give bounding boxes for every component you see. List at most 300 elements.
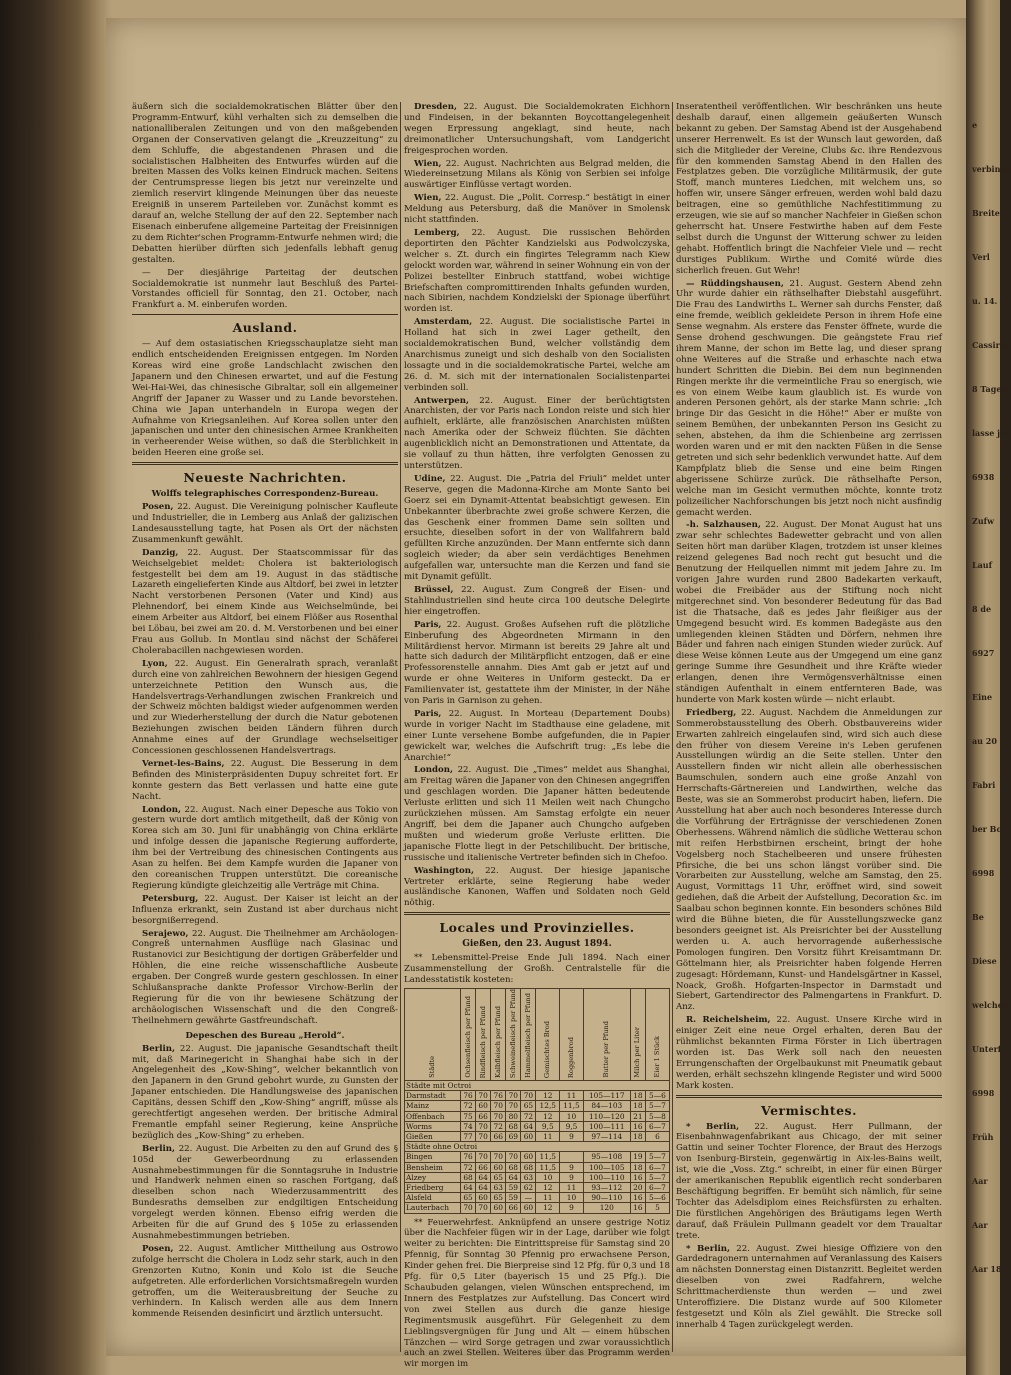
news-dateline-place: Petersburg, [142, 893, 199, 904]
news-item [676, 708, 942, 1013]
price-row [405, 1172, 670, 1182]
price-column-label: Städte [427, 1056, 436, 1078]
adjacent-page-fragment: Fabri [972, 780, 996, 790]
price-cell: 64 [506, 1172, 521, 1182]
price-column-label: Ochsenfleisch per Pfund [463, 996, 472, 1078]
price-column-header [405, 988, 461, 1080]
price-city: Gießen [405, 1131, 461, 1141]
price-row [405, 1203, 670, 1213]
price-cell: 5—8 [645, 1111, 669, 1121]
news-dateline-place: Lemberg, [414, 227, 460, 238]
price-cell: 70 [476, 1203, 491, 1213]
price-cell: 60 [476, 1193, 491, 1203]
news-item [404, 317, 670, 393]
news-text: 22. August. Die russischen Behörden deportirten den Pächter Kandzielski aus Podwolczyska, welcher s. Zt. durch ein fingirtes Telegramm nach Kiew gelockt worden war, während in seiner Wohnung ein von der Polizei bestellter Einbruch stattfand, wobei wichtige Briefschaften compromittirenden Inhalts gefunden wurden, nach Sibirien, nachdem Kondzielski der Spionage überführt worden ist. [404, 227, 671, 315]
news-item [404, 585, 670, 618]
news-item [676, 1015, 942, 1091]
price-cell: 70 [491, 1152, 506, 1162]
price-group-row [405, 1080, 670, 1090]
news-text: 22. August. Die japanische Gesandtschaft theilt mit, daß Marinegericht in Shanghai habe sich in der Angelegenheit des „Kow-Shing“, welcher bekanntlich von den Japanern in den Grund gebohrt wurde, zu Gunsten der Japaner entschieden. Die Handlungsweise des japanischen Capitäns, dessen Schiff den „Kow-Shing“ angriff, müsse als gerechtfertigt angesehen werden. Der britische Admiral Fremantle empfahl seiner Regierung, keine Ansprüche bezüglich des „Kow-Shing“ zu erheben. [132, 1043, 398, 1141]
news-dateline-place: Posen, [142, 502, 174, 513]
price-cell: 66 [491, 1131, 506, 1141]
news-list [404, 102, 670, 909]
price-cell: 70 [521, 1091, 536, 1101]
price-cell: 12 [536, 1091, 560, 1101]
news-text: 22. August. Einer der berüchtigtsten Anarchisten, der vor Paris nach London reiste und sich hier aufhielt, erklärte, alle französischen Anarchisten müßten nach Amerika oder der Schweiz flüchten. Sie dächten augenblicklich nicht an Demonstrationen und Attentate, da sie vollauf zu thun hätten, ihre verfolgten Genossen zu unterstützen. [404, 395, 670, 471]
news-item [132, 1244, 398, 1320]
price-cell: 21 [630, 1111, 645, 1121]
price-column-label: Kalbfleisch per Pfund [493, 1005, 502, 1078]
news-text: 22. August. Der Monat August hat uns zwar sehr schlechtes Badewetter gebracht und von allen Seiten hört man darüber Klagen, trotzdem ist unser kleines reizend gelegenes Bad noch recht gut besucht und die Benutzung der Heilquellen nimmt mit jedem Jahre zu. Im vorigen Jahre wurden rund 2800 Badekarten verkauft, wobei die Freibäder aus der Stiftung noch nicht mitgerechnet sind. Von besonderer Bedeutung für das Bad ist die Thatsache, daß es jedes Jahr fleißiger aus der Umgegend besucht wird. Es kommen Badegäste aus den umliegenden kleinen Städten und Dörfern, nehmen ihre Bäder und fahren nach einigen Stunden wieder zurück. Auf diese Weise können Leute aus der Umgegend um eine ganz geringe Summe ihre Gesundheit und ihre Kräfte wieder erlangen, denen ihre Vermögensverhältnisse einen ständigen Aufenthalt in einem entfernteren Bade, was hunderte von Mark kosten würde — nicht erlaubt. [676, 520, 942, 705]
price-cell: 9 [560, 1203, 584, 1213]
news-list [132, 502, 398, 1027]
news-dateline-place: Antwerpen, [414, 395, 469, 406]
news-text: 22. August. Die „Patria del Friuli“ meldet unter Reserve, gegen die Madonna-Kirche am Monte Santo bei Goerz sei ein Dynamit-Attentat beabsichtigt gewesen. Ein Unbekannter überbrachte zwei große schwere Kerzen, die das Geschenk einer frommen Dame sein sollten und ersuchte, dieselben sofort in der von Wallfahrern bald gefüllten Kirche anzuzünden. Der Mann entfernte sich dann sogleich wieder; da aber sein verdächtiges Benehmen aufgefallen war, untersuchte man die Kerzen und fand sie mit Dynamit gefüllt. [404, 473, 670, 583]
newspaper-page [106, 18, 966, 1370]
adjacent-page-fragment: Eine [972, 692, 993, 702]
section-heading-vermischtes: Vermischtes. [761, 1102, 857, 1118]
news-text: 22. August. In Morteau (Departement Doubs) wurde in voriger Nacht im Stadthause eine geladene, mit einer Lunte versehene Bombe aufgefunden, die in Papier gewickelt war, welches die Aufschrift trug: „Es lebe die Anarchie!“ [404, 708, 671, 763]
price-cell: 70 [491, 1101, 506, 1111]
price-cell: 90—110 [583, 1193, 630, 1203]
paragraph: ** Lebensmittel-Preise Ende Juli 1894. Nach einer Zusammenstellung der Großh. Centralstelle für die Landesstatistik kosteten: [404, 953, 670, 985]
price-row [405, 1091, 670, 1101]
price-column-label: Gemischtes Brod [543, 1020, 552, 1078]
price-row [405, 1131, 670, 1141]
paragraph: ** Feuerwehrfest. Anknüpfend an unsere gestrige Notiz über die Nachfeier fügen wir in der Lage, darüber wie folgt weiter zu berichten: Die Eintrittspreise für Samstag sind 20 Pfennig, für Sonntag 30 Pfennig pro erwachsene Person, Kinder gehen frei. Die Bierpreise sind 12 Pfg. für 0,3 und 18 Pfg. für 0,5 Liter (bayerisch 15 und 25 Pfg.). Die Schaubuden gelangen, vielen Wünschen entsprechend, im Innern des Festplatzes zur Aufstellung. Das Concert wird von zwei Stellen aus durch die ganze hiesige Regimentsmusik ausgeführt. Für Gelegenheit zu dem Lieblingsvergnügen für Jung und Alt — einem hübschen Tänzchen — wird Sorge getragen und zwar voraussichtlich auch an zwei Stellen. Weiteres über das Programm werden wir morgen im [404, 1217, 670, 1370]
price-cell: 68 [460, 1172, 475, 1182]
news-text: 22. August. Nach einer Depesche aus Tokio von gestern wurde dort amtlich mitgetheilt, daß der König von Korea sich am 30. Juni für unabhängig von China erklärte und infolge dessen die japanische Regierung aufforderte, ihm bei der Vertreibung des chinesischen Contingents aus Asan zu helfen. Bei dem Kampfe wurden die Japaner von den coreanischen Truppen unterstützt. Die coreanische Regierung kündigte gleichzeitig alle Verträge mit China. [132, 804, 398, 891]
news-dateline-place: London, [414, 765, 454, 776]
news-item [132, 502, 398, 546]
price-cell: 70 [506, 1101, 521, 1111]
news-dateline-place: Posen, [142, 1243, 174, 1254]
price-column-header [521, 988, 536, 1080]
price-cell: 59 [506, 1182, 521, 1192]
price-cell: 10 [560, 1193, 584, 1203]
news-text: 22. August. Die socialistische Partei in Holland hat sich in zwei Lager getheilt, den socialdemokratischen Bund, welcher vollständig dem Anarchismus zuneigt und sich deshalb von den Socialisten lossagte und in die socialdemokratische Partei, welche am 26. d. M. sich mit der internationalen Socialistenpartei verbinden soll. [404, 317, 670, 393]
price-city: Darmstadt [405, 1091, 461, 1101]
price-cell: 105—117 [583, 1091, 630, 1101]
price-cell: 120 [583, 1203, 630, 1213]
adjacent-page-fragment: Aar [972, 1176, 988, 1186]
price-cell: 5—7 [645, 1101, 669, 1111]
news-dateline-place: R. Reichelsheim, [686, 1015, 771, 1026]
adjacent-page-fragment: e [972, 120, 978, 130]
price-cell: 18 [630, 1162, 645, 1172]
herold-subheading: Depeschen des Bureau „Herold“. [185, 1030, 345, 1041]
price-cell: 6—7 [645, 1182, 669, 1192]
adjacent-page-fragment: Aar [972, 1220, 988, 1230]
news-dateline-place: Lyon, [142, 658, 168, 669]
news-text: 22. August. Zwei hiesige Offiziere von den Gardedragonern unternahmen auf Veranlassung des Kaisers am nächsten Donnerstag einen Distanzritt. Begleitet werden dieselben von zwei Radfahrern, welche Schrittmacherdienste thun werden — und zwei Unteroffiziere. Die Distanz wurde auf 500 Kilometer festgesetzt und Köln als Ziel gewählt. Die Strecke soll innerhalb 4 Tagen zurückgelegt werden. [676, 1243, 942, 1330]
price-cell: 9,5 [536, 1121, 560, 1131]
news-list [676, 1122, 942, 1331]
price-cell: 16 [630, 1121, 645, 1131]
news-item [132, 929, 398, 1027]
bureau-subheading: Wolffs telegraphisches Correspondenz-Bureau. [151, 489, 379, 500]
price-column-label: Rindfleisch per Pfund [478, 1005, 487, 1078]
price-cell: 60 [491, 1162, 506, 1172]
news-text: 22. August. Die Socialdemokraten Eichhorn und Findeisen, in der bekannten Boycottangelegenheit wegen Erpressung angeklagt, sind heute, nach dreimonatlicher Untersuchungshaft, vom Landgericht freigesprochen worden. [404, 102, 670, 156]
price-cell: 70 [476, 1091, 491, 1101]
price-cell: 74 [460, 1121, 475, 1131]
column-rule [400, 102, 401, 1352]
price-cell: 60 [491, 1203, 506, 1213]
price-cell: 72 [491, 1121, 506, 1131]
paragraph: — Auf dem ostasiatischen Kriegsschauplatze sieht man endlich entscheidenden Ereignissen entgegen. Im Norden Koreas wird eine große Landschlacht zwischen den Japanern und den Chinesen erwartet, und auf die Festung Wei-Hai-Wei, das chinesische Gibraltar, soll ein allgemeiner Angriff der Japaner zu Wasser und zu Lande bevorstehen. China wie Japan unterhandeln in Europa wegen der Aufnahme von Kriegsanleihen. Auf Korea sollen unter den japanischen und unter den chinesischen Armee Krankheiten in verheerender Weise wüthen, so daß die Sterblichkeit in beiden Heeren eine große sei. [132, 339, 398, 459]
adjacent-page-fragment: Diese [972, 956, 997, 966]
price-cell: 9 [560, 1131, 584, 1141]
news-item [132, 1044, 398, 1142]
price-city: Friedberg [405, 1182, 461, 1192]
price-table-body [405, 1080, 670, 1213]
price-cell: 12,5 [536, 1101, 560, 1111]
adjacent-page-fragment: Zufw [972, 516, 994, 526]
news-dateline-place: Washington, [414, 865, 475, 876]
price-column-header [645, 988, 669, 1080]
price-cell: 70 [476, 1131, 491, 1141]
price-cell: 100—111 [583, 1121, 630, 1131]
news-text: 22. August. Großes Aufsehen ruft die plötzliche Einberufung des Abgeordneten Mirmann in den Militärdienst hervor. Mirmann ist bereits 29 Jahre alt und hatte sich dadurch der Militärpflicht entzogen, daß er eine Professorenstelle annahm. Dies Amt gab er jetzt auf und wurde er ohne Weiteres in Uniform gesteckt. Da er Familienvater ist, gestattete ihm der Minister, in der Nähe von Paris in Garnison zu gehen. [404, 619, 670, 707]
price-row [405, 1111, 670, 1121]
news-item [404, 228, 670, 315]
price-cell: 72 [460, 1162, 475, 1172]
price-cell: 100—110 [583, 1172, 630, 1182]
price-cell: 68 [521, 1162, 536, 1172]
price-cell: 62 [521, 1182, 536, 1192]
news-dateline-place: Friedberg, [686, 707, 737, 718]
price-column-header [560, 988, 584, 1080]
price-cell: 10 [536, 1172, 560, 1182]
paragraph: äußern sich die socialdemokratischen Blätter über den Programm-Entwurf, kühl verhalten sich zu demselben die nationalliberalen Zeitungen und von den maßgebenden Organen der Conservativen gelangt die „Kreuzzeitung“ zu dem Schluffe, die abgestandenen Phrasen und die socialistischen Halbheiten des Entwurfes würden auf die breiten Massen des Volks keinen Eindruck machen. Seitens der Centrumspresse liegen bis jetzt nur vereinzelte und ziemlich reservirt klingende Meinungen über das neueste Ereigniß in unserem Parteileben vor. Zunächst kommt es darauf an, welche Stellung der auf den 22. September nach Eisenach einberufene allgemeine Parteitag der Freisinnigen zu dem Richter'schen Programm-Entwurfe nehmen wird; die Debatten hierüber dürften sich jedenfalls lebhaft genug gestalten. [132, 102, 398, 265]
price-cell: 65 [521, 1101, 536, 1111]
adjacent-page-fragment: Unterf [972, 1044, 1002, 1054]
price-city: Bingen [405, 1152, 461, 1162]
price-table-header [405, 988, 670, 1080]
news-text: 22. August. Amtlicher Mittheilung aus Ostrowo zufolge herrscht die Cholera in Lodz sehr stark, auch in den Grenzorten Kutno, Konin und Kolo ist die Seuche aufgetreten. Alle erforderlichen Vorsichtsmaßregeln wurden getroffen, um die Weiterausbreitung der Seuche zu verhindern. In Kalisch werden alle aus dem Innern kommende Reisenden desinficirt und ärztlich untersucht. [132, 1243, 398, 1320]
news-text: 22. August. Die „Polit. Corresp.“ bestätigt in einer Meldung aus Petersburg, daß die Manöver in Smolensk nicht stattfinden. [404, 193, 670, 226]
adjacent-page-fragment: lasse je [972, 428, 1006, 438]
news-item [404, 193, 670, 226]
news-item [676, 1122, 942, 1242]
price-cell: 18 [630, 1131, 645, 1141]
price-city: Mainz [405, 1101, 461, 1111]
price-cell: 100—105 [583, 1162, 630, 1172]
news-item [404, 866, 670, 910]
section-heading-ausland: Ausland. [232, 320, 298, 336]
news-text: 22. August. Der hiesige japanische Vertreter erklärte, seine Regierung habe weder ausländische Kanonen, Waffen und Soldaten noch Geld nöthig. [404, 865, 670, 909]
price-cell: 16 [630, 1172, 645, 1182]
news-item [404, 474, 670, 583]
news-item [676, 1244, 942, 1331]
price-cell: 64 [460, 1182, 475, 1192]
price-cell: 60 [521, 1131, 536, 1141]
news-item [404, 159, 670, 192]
news-dateline-place: Wien, [414, 158, 442, 169]
dateline: Gießen, den 23. August 1894. [462, 939, 612, 950]
adjacent-page-fragment: 6927 [972, 648, 995, 658]
price-cell: 65 [491, 1193, 506, 1203]
price-cell: 11 [560, 1091, 584, 1101]
news-list [676, 279, 942, 1092]
adjacent-page-fragment: 6998 [972, 868, 995, 878]
news-item [132, 894, 398, 927]
price-cell: 19 [630, 1152, 645, 1162]
news-text: 21. August. Gestern Abend zehn Uhr wurde dahier ein räthselhafter Diebstahl ausgeführt. Die Frau des Landwirths L. Werner sah durchs Fenster, daß eine fremde, weiblich gekleidete Person in ihrem Hofe eine Sense wegnahm. Als erstere das Fenster öffnete, wurde die Sense drohend geschwungen. Die geängstete Frau rief ihrem Manne, der schon im Bette lag, und dieser sprang ohne Weiteres auf die Straße und erhaschte nach etwa hundert Schritten die Diebin. Bei dem nun beginnenden Ringen merkte ihr die vermeintliche Frau so energisch, wie es von einem Weibe kaum glaublich ist. Es wurde von anderen Personen gehört, als der starke Mann schrie: „Ich bringe Dir das Gesicht in die Höhe!“ Aber er mußte von seinem Bemühen, der unbekannten Person ins Gesicht zu sehen, abstehen, da ihm die Schienbeine arg zerrissen worden waren und er mit den nackten Füßen in die Sense getreten und sich sehr bedenklich verwundet hatte. Auf dem Kampfplatz blieb die Sense und eine beim Ringen abgerissene Schürze zurück. Die räthselhafte Person, welche man im Gesicht vermuthen möchte, konnte trotz polizeilicher Nachforschungen bis jetzt noch nicht ausfindig gemacht werden. [676, 278, 942, 518]
price-cell: 60 [521, 1203, 536, 1213]
adjacent-page-fragment: verbinde [972, 164, 1011, 174]
price-cell: 11 [536, 1131, 560, 1141]
price-column-header [536, 988, 560, 1080]
news-dateline-place: Danzig, [142, 547, 179, 558]
price-cell: 66 [506, 1203, 521, 1213]
divider [132, 462, 398, 465]
price-cell: 84—103 [583, 1101, 630, 1111]
news-dateline-place: Amsterdam, [414, 317, 473, 328]
price-cell: 60 [476, 1101, 491, 1111]
price-cell: 66 [476, 1162, 491, 1172]
adjacent-page-fragment: Cassirer [972, 340, 1010, 350]
price-city: Offenbach [405, 1111, 461, 1121]
news-dateline-place: Paris, [414, 619, 442, 630]
price-cell: 12 [536, 1182, 560, 1192]
price-cell: 63 [521, 1172, 536, 1182]
news-text: 22. August. Nachdem die Anmeldungen zur Sommerobstausstellung des Oberh. Obstbauvereins wider Erwarten zahlreich eingelaufen sind, wird sich auch diese den früher von diesem Vereine in's Leben gerufenen Ausstellungen würdig an die Seite stellen. Unter den Ausstellern finden wir nicht allein alle oberhessischen Baumschulen, sondern auch eine große Anzahl von Herrschafts-Gärtnereien und Landwirthen, welche das Beste, was sie an Sommerobst producirt haben, liefern. Die Ausstellung hat aber auch noch besonderes Interesse durch die Vorführung der Erträgnisse der verschiedenen Zonen Oberhessens. Während nämlich die südliche Wetterau schon mit reifen Herbstbirnen erscheint, bringt der hohe Vogelsberg noch Stachelbeeren und unsere frühesten Pfirsiche, die bei uns schon längst vorüber sind. Die Vorarbeiten zur Ausstellung, welche am Samstag, den 25. August, Vormittags 11 Uhr, eröffnet wird, sind soweit gediehen, daß die Arbeit der Aufstellung, Decoration &c. im Saalbau schon beginnen konnte. Ein besonders schönes Bild wird die Bühne bieten, die für Ausstellungszwecke ganz besonders geeignet ist. Als Preisrichter bei der Ausstellung werden u. A. auch hervorragende außerhessische Pomologen fungiren. Den Vorsitz führt Kreisamtmann Dr. Göttelmann hier, als Preisrichter haben folgende Herren zugesagt: Hördemann, Kunst- und Handelsgärtner in Kassel, Noack, Großh. Hofgarten-Inspector in Darmstadt und Siebert, Gartendirector des Palmengartens in Frankfurt. D. Anz. [676, 707, 942, 1013]
paragraph: Inseratentheil veröffentlichen. Wir beschränken uns heute deshalb darauf, einen allgemein geäußerten Wunsch bekannt zu geben. Der Samstag Abend ist der Ausgehabend unserer Herrenwelt. Es ist der Wunsch laut geworden, daß sich die Mitglieder der Vereine, Clubs &c. ihre Rendezvous für den kommenden Samstag Abend in den Hallen des Festplatzes geben. Die vorzügliche Militärmusik, der gute Stoff, manch munteres Liedchen, mit welchem uns, so hoffen wir, unsere Sänger erfreuen, werden wohl bald dazu beitragen, eine so gemüthliche Nachfestitimmung zu erzeugen, wie sie auf so mancher Nachfeier in Gießen schon geherrscht hat. Unsere Festwirthe haben auf dem Feste selbst durch die Ungunst der Witterung schwer zu leiden gehabt. Hoffentlich bringt die Nachfeier Viele und — recht durstiges Publikum. Wirthe und Comité würde dies sicherlich freuen. Gut Wehr! [676, 102, 942, 276]
news-dateline-place: London, [142, 804, 182, 815]
price-cell: 9 [560, 1172, 584, 1182]
price-cell: 11 [536, 1193, 560, 1203]
adjacent-page-fragment: 6998 [972, 1088, 995, 1098]
section-heading-neueste: Neueste Nachrichten. [183, 470, 347, 486]
price-cell: 9 [560, 1162, 584, 1172]
price-column-label: Hammelfleisch per Pfund [523, 992, 532, 1078]
price-column-header [476, 988, 491, 1080]
news-item [404, 765, 670, 863]
price-city: Alzey [405, 1172, 461, 1182]
price-cell: 5 [645, 1203, 669, 1213]
news-item [404, 709, 670, 764]
price-column-header [491, 988, 506, 1080]
price-group-row [405, 1142, 670, 1152]
price-cell: 66 [476, 1111, 491, 1121]
news-dateline-place: Vernet-les-Bains, [142, 758, 225, 769]
news-text: 22. August. Die „Times“ meldet aus Shanghai, am Freitag wären die Japaner von den Chinesen angegriffen und geschlagen worden. Die Japaner hätten bedeutende Verluste erlitten und sich 11 Meilen weit nach Chungcho zurückziehen müssen. Am Samstag erfolgte ein neuer Angriff, bei dem die Japaner auch Chungcho aufgeben mußten und wiederum große Verluste erlitten. Die japanische Flotte liegt in der Petschilibucht. Der britische, russische und italienische Vertreter befinden sich in Chefoo. [404, 765, 671, 863]
divider [132, 314, 398, 315]
price-row [405, 1101, 670, 1111]
news-text: 22. August. Nachrichten aus Belgrad melden, die Wiedereinsetzung Milans als König von Serbien sei infolge auswärtiger Einflüsse vertagt worden. [404, 158, 671, 191]
adjacent-page-fragment: Aar 18 [972, 1264, 1002, 1274]
price-cell [560, 1152, 584, 1162]
news-item [132, 805, 398, 892]
price-cell: 75 [460, 1111, 475, 1121]
price-cell: 10 [560, 1111, 584, 1121]
news-text: 22. August. Ein Generalrath sprach, veranlaßt durch eine von zahlreichen Bewohnern der hiesigen Gegend unterzeichnete Petition den Wunsch aus, die Handelsvertrags-Verhandlungen zwischen Frankreich und der Schweiz möchten baldigst wieder aufgenommen werden und zur Wiederherstellung der durch die Natur gebotenen Beziehungen zwischen beiden Ländern führen durch Annahme eines auf der Grundlage wechselseitiger Concessionen geschlossenen Handelsvertrags. [132, 658, 398, 757]
price-cell: 5—6 [645, 1091, 669, 1101]
price-cell: 76 [460, 1091, 475, 1101]
price-cell: 18 [630, 1101, 645, 1111]
price-cell: 70 [506, 1152, 521, 1162]
price-table [404, 988, 670, 1214]
price-cell: 12 [536, 1203, 560, 1213]
news-text: 22. August. Der Kaiser ist leicht an der Influenza erkrankt, sein Zustand ist aber durchaus nicht besorgnißerregend. [132, 893, 398, 926]
price-cell: 6—7 [645, 1162, 669, 1172]
adjacent-page-fragment: welcher [972, 1000, 1008, 1010]
column-3 [676, 102, 942, 1352]
news-dateline-place: Brüssel, [414, 584, 454, 595]
price-cell: 70 [491, 1111, 506, 1121]
price-column-label: Milch per Liter [633, 1027, 642, 1078]
news-item [676, 279, 942, 519]
price-group-label: Städte mit Octroi [405, 1080, 670, 1090]
news-text: 22. August. Unsere Kirche wird in einiger Zeit eine neue Orgel erhalten, deren Bau der rühmlichst bekannten Firma Förster in Lich übertragen worden ist. Das Werk soll nach den neuesten Errungenschaften der Orgelbaukunst mit Pneumatik gebaut werden, erhält sechszehn klingende Register und wird 5000 Mark kosten. [676, 1015, 943, 1091]
price-city: Bensheim [405, 1162, 461, 1172]
news-dateline-place: * Berlin, [686, 1121, 740, 1132]
price-column-header [460, 988, 475, 1080]
price-cell: 60 [521, 1152, 536, 1162]
column-2 [404, 102, 671, 1370]
price-cell: 68 [506, 1121, 521, 1131]
price-column-label: Eier 1 Stück [652, 1036, 661, 1078]
price-cell: 6—7 [645, 1121, 669, 1131]
price-cell: 16 [630, 1193, 645, 1203]
divider [404, 912, 670, 915]
price-cell: 5—7 [645, 1152, 669, 1162]
price-row [405, 1121, 670, 1131]
price-cell: 18 [630, 1091, 645, 1101]
news-item [132, 548, 398, 657]
price-cell: 64 [521, 1121, 536, 1131]
price-cell: 12 [536, 1111, 560, 1121]
news-dateline-place: Dresden, [414, 102, 458, 112]
section-heading-locales: Locales und Provinzielles. [439, 920, 635, 936]
adjacent-page-fragment: Lauf [972, 560, 993, 570]
adjacent-page-fragment: au 20 [972, 736, 997, 746]
price-cell: 70 [460, 1203, 475, 1213]
news-dateline-place: — Rüddingshausen, [686, 278, 784, 289]
price-column-header [583, 988, 630, 1080]
price-city: Lauterbach [405, 1203, 461, 1213]
price-cell: 59 [506, 1193, 521, 1203]
price-cell: 70 [506, 1091, 521, 1101]
news-item [404, 102, 670, 157]
news-dateline-place: Berlin, [142, 1143, 176, 1154]
price-cell: 16 [630, 1203, 645, 1213]
price-cell: 80 [506, 1111, 521, 1121]
price-cell: 5—6 [645, 1193, 669, 1203]
price-cell: 97—114 [583, 1131, 630, 1141]
price-cell: 93—112 [583, 1182, 630, 1192]
price-cell: 63 [491, 1182, 506, 1192]
paragraph: — Der diesjährige Parteitag der deutschen Socialdemokratie ist nunmehr laut Beschluß des Partei-Vorstandes officiell für Sonntag, den 21. October, nach Frankfurt a. M. einberufen worden. [132, 267, 398, 311]
news-dateline-place: Udine, [414, 473, 446, 484]
news-text: 22. August. Herr Pullmann, der Eisenbahnwagenfabrikant aus Chicago, der mit seiner Gattin und seiner Tochter Florence, der Braut des Herzogs von Isenburg-Birstein, gegenwärtig in Aix-les-Bains weilt, ist, wie die „Voss. Ztg.“ schreibt, in einer für einen Bürger der amerikanischen Republik eigentlich recht sonderbaren Beschäftigung begriffen. Er bemüht sich nämlich, für seine Tochter das Adelsdiplom eines Reichsfürsten zu erhalten. Die fürstlichen Angehörigen des Bräutigams legen Werth darauf, daß Fräulein Pullmann geadelt vor dem Traualtar trete. [676, 1121, 942, 1241]
news-text: 22. August. Die Besserung in dem Befinden des Ministerpräsidenten Dupuy schreitet fort. Er konnte gestern das Bett verlassen und hatte eine gute Nacht. [132, 758, 398, 802]
news-item [676, 520, 942, 705]
price-cell: 95—108 [583, 1152, 630, 1162]
price-cell: 64 [476, 1172, 491, 1182]
news-item [404, 396, 670, 472]
price-cell: 72 [521, 1111, 536, 1121]
price-cell: 6 [645, 1131, 669, 1141]
price-cell: 11,5 [536, 1152, 560, 1162]
price-column-label: Schweinefleisch per Pfund [508, 988, 517, 1078]
price-cell: 68 [506, 1162, 521, 1172]
news-text: 22. August. Die Theilnehmer am Archäologen-Congreß unternahmen Ausflüge nach Glasinac und Rustanovici zur Besichtigung der dortigen Gräberfelder und Höhlen, die eine reiche wissenschaftliche Ausbeute ergaben. Der Congreß wurde gestern geschlossen. In einer Schlußansprache dankte Professor Virchow-Berlin der Regierung für die von ihr bewiesene Schätzung der archäologischen Wissenschaft und die den Congreß-Theilnehmern gewährte Gastfreundschaft. [132, 928, 399, 1026]
news-dateline-place: Wien, [414, 193, 442, 204]
price-cell: 70 [476, 1121, 491, 1131]
divider [676, 1095, 942, 1098]
adjacent-page-fragment: Verl [972, 252, 990, 262]
adjacent-page-fragment: 8 de [972, 604, 992, 614]
price-row [405, 1193, 670, 1203]
adjacent-page-fragment: 6938 [972, 472, 995, 482]
price-cell: 65 [460, 1193, 475, 1203]
price-cell: 20 [630, 1182, 645, 1192]
news-item [132, 1144, 398, 1242]
news-text: 22. August. Der Staatscommissar für das Weichselgebiet meldet: Cholera ist bakteriologisch festgestellt bei dem am 19. August in das städtische Lazareth eingelieferten Kinde aus Altdorf, bei zwei in letzter Nacht verstorbenen Personen (Vater und Kind) aus Plehnendorf, bei einem Kinde aus Weichselmünde, bei einem Arbeiter aus Altdorf, bei einem Flößer aus Rosenthal bei Löbau, bei zwei am 20. d. M. Verstorbenen und bei einer Frau aus Gollub. In Montlau sind nächst der Schäferei Cholerabacillen nachgewiesen worden. [132, 547, 398, 656]
adjacent-page-fragment: Früh [972, 1132, 994, 1142]
adjacent-page-fragment: ber Bo [972, 824, 1002, 834]
price-cell: 69 [506, 1131, 521, 1141]
price-cell: 76 [460, 1152, 475, 1162]
news-item [404, 620, 670, 707]
price-row [405, 1152, 670, 1162]
news-dateline-place: Serajewo, [142, 928, 189, 939]
price-group-label: Städte ohne Octroi [405, 1142, 670, 1152]
price-row [405, 1162, 670, 1172]
price-cell: 76 [491, 1091, 506, 1101]
price-cell: — [521, 1193, 536, 1203]
news-list [132, 1044, 398, 1321]
price-cell: 65 [491, 1172, 506, 1182]
price-cell: 70 [476, 1152, 491, 1162]
news-item [132, 659, 398, 757]
news-text: 22. August. Die Vereinigung polnischer Kaufleute und Industrieller, die in Lemberg aus Anlaß der galizischen Landesausstellung tagte, hat Posen als Ort der nächsten Zusammenkunft gewählt. [132, 502, 398, 545]
news-dateline-place: -h. Salzhausen, [686, 520, 761, 531]
news-dateline-place: * Berlin, [686, 1243, 731, 1254]
price-cell: 9,5 [560, 1121, 584, 1131]
news-text: 22. August. Zum Congreß der Eisen- und Stahlindustriellen sind heute circa 100 deutsche Delegirte hier eingetroffen. [404, 584, 670, 617]
adjacent-page-fragment: Be [972, 912, 984, 922]
price-cell: 11,5 [560, 1101, 584, 1111]
adjacent-page-fragment: u. 14. [972, 296, 998, 306]
news-item [132, 759, 398, 803]
adjacent-page-edge [966, 0, 1011, 1375]
price-cell: 5—7 [645, 1172, 669, 1182]
adjacent-page-fragment: 8 Tagen [972, 384, 1008, 394]
adjacent-page-fragment: Breite [972, 208, 1000, 218]
price-column-header [630, 988, 645, 1080]
price-cell: 11 [560, 1182, 584, 1192]
price-column-header [506, 988, 521, 1080]
price-city: Alsfeld [405, 1193, 461, 1203]
price-column-label: Roggenbrod [566, 1036, 575, 1078]
price-cell: 64 [476, 1182, 491, 1192]
price-city: Worms [405, 1121, 461, 1131]
price-cell: 77 [460, 1131, 475, 1141]
price-cell: 110—120 [583, 1111, 630, 1121]
news-dateline-place: Berlin, [142, 1043, 176, 1054]
price-cell: 11,5 [536, 1162, 560, 1172]
price-cell: 72 [460, 1101, 475, 1111]
news-dateline-place: Paris, [414, 708, 442, 719]
news-text: 22. August. Die Arbeiten zu den auf Grund des § 105d der Gewerbeordnung zu erlassenden Ausnahmebestimmungen für die Sonntagsruhe in Industrie und Handwerk nehmen einen so raschen Fortgang, daß dieselben schon nach Wiederzusammentritt des Bundesraths demselben zur endgiltigen Entscheidung vorgelegt werden können. Ebenso eifrig werden die Arbeiten für die auf Grund des § 105e zu erlassenden Ausnahmebestimmungen betrieben. [132, 1143, 399, 1241]
column-1 [132, 102, 398, 1352]
price-row [405, 1182, 670, 1192]
column-rule [672, 102, 673, 1352]
